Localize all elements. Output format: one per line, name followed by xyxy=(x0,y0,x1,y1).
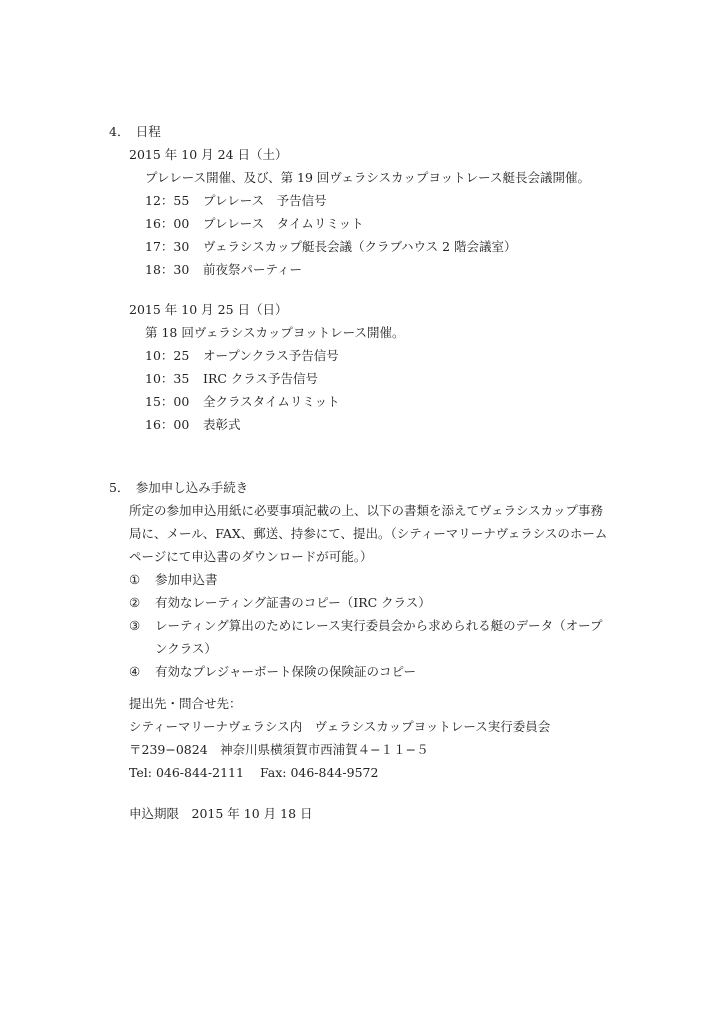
contact-org: シティーマリーナヴェラシス内 ヴェラシスカップヨットレース実行委員会 xyxy=(129,719,551,734)
document-item-3 xyxy=(129,618,603,634)
day2-event-3 xyxy=(145,394,340,410)
event-desc: 前夜祭パーティー xyxy=(203,262,303,277)
item-marker: ① xyxy=(129,572,141,587)
document-item-2 xyxy=(129,595,431,611)
day1-event-1 xyxy=(145,193,327,209)
event-desc: 表彰式 xyxy=(203,417,241,432)
event-time: 10：35 xyxy=(145,371,190,386)
contact-tel: Tel: 046-844-2111 xyxy=(129,765,244,780)
item-text: 有効なプレジャーボート保険の保険証のコピー xyxy=(155,664,416,679)
item-text: 有効なレーティング証書のコピー（IRC クラス） xyxy=(155,595,431,610)
item-marker: ② xyxy=(129,595,141,610)
event-time: 16：00 xyxy=(145,216,190,231)
procedure-line-2: 局に、メール、FAX、郵送、持参にて、提出。（シティーマリーナヴェラシスのホーム xyxy=(129,526,608,541)
section-4-heading: 4． 日程 xyxy=(109,124,161,139)
event-time: 10：25 xyxy=(145,348,190,363)
event-desc: オープンクラス予告信号 xyxy=(203,348,339,363)
application-deadline: 申込期限 2015 年 10 月 18 日 xyxy=(129,806,313,821)
event-time: 16：00 xyxy=(145,417,190,432)
day2-event-4 xyxy=(145,417,241,433)
event-desc: IRC クラス予告信号 xyxy=(203,371,319,386)
section-5-heading: 5． 参加申し込み手続き xyxy=(109,480,249,495)
event-desc: ヴェラシスカップ艇長会議（クラブハウス 2 階会議室） xyxy=(203,239,517,254)
event-time: 17：30 xyxy=(145,239,190,254)
event-desc: 全クラスタイムリミット xyxy=(203,394,340,409)
document-item-3-cont xyxy=(129,641,217,657)
day2-event-2 xyxy=(145,371,318,387)
day1-event-2 xyxy=(145,216,364,232)
contact-label: 提出先・問合せ先： xyxy=(129,696,242,711)
day2-date: 2015 年 10 月 25 日（日） xyxy=(129,302,288,317)
day1-event-3 xyxy=(145,239,517,255)
procedure-line-3: ページにて申込書のダウンロードが可能。） xyxy=(129,549,373,564)
item-marker: ③ xyxy=(129,618,141,633)
event-time: 12：55 xyxy=(145,193,190,208)
event-time: 18：30 xyxy=(145,262,190,277)
contact-phone-line xyxy=(129,765,378,781)
document-item-1 xyxy=(129,572,218,588)
day1-date: 2015 年 10 月 24 日（土） xyxy=(129,147,288,162)
item-text: ンクラス） xyxy=(155,641,217,656)
day2-event-1 xyxy=(145,348,339,364)
day2-intro: 第 18 回ヴェラシスカップヨットレース開催。 xyxy=(145,325,405,340)
procedure-line-1: 所定の参加申込用紙に必要事項記載の上、以下の書類を添えてヴェラシスカップ事務 xyxy=(129,503,604,518)
day1-intro: プレレース開催、及び、第 19 回ヴェラシスカップヨットレース艇長会議開催。 xyxy=(145,170,591,185)
contact-fax: Fax: 046-844-9572 xyxy=(259,765,379,780)
event-desc: プレレース タイムリミット xyxy=(203,216,364,231)
document-item-4 xyxy=(129,664,416,680)
day1-event-4 xyxy=(145,262,302,278)
item-text: 参加申込書 xyxy=(155,572,218,587)
event-desc: プレレース 予告信号 xyxy=(203,193,327,208)
contact-address: 〒239−0824 神奈川県横須賀市西浦賀４−１１−５ xyxy=(129,742,429,757)
item-text: レーティング算出のためにレース実行委員会から求められる艇のデータ（オープ xyxy=(155,618,603,633)
event-time: 15：00 xyxy=(145,394,190,409)
item-marker: ④ xyxy=(129,664,141,679)
